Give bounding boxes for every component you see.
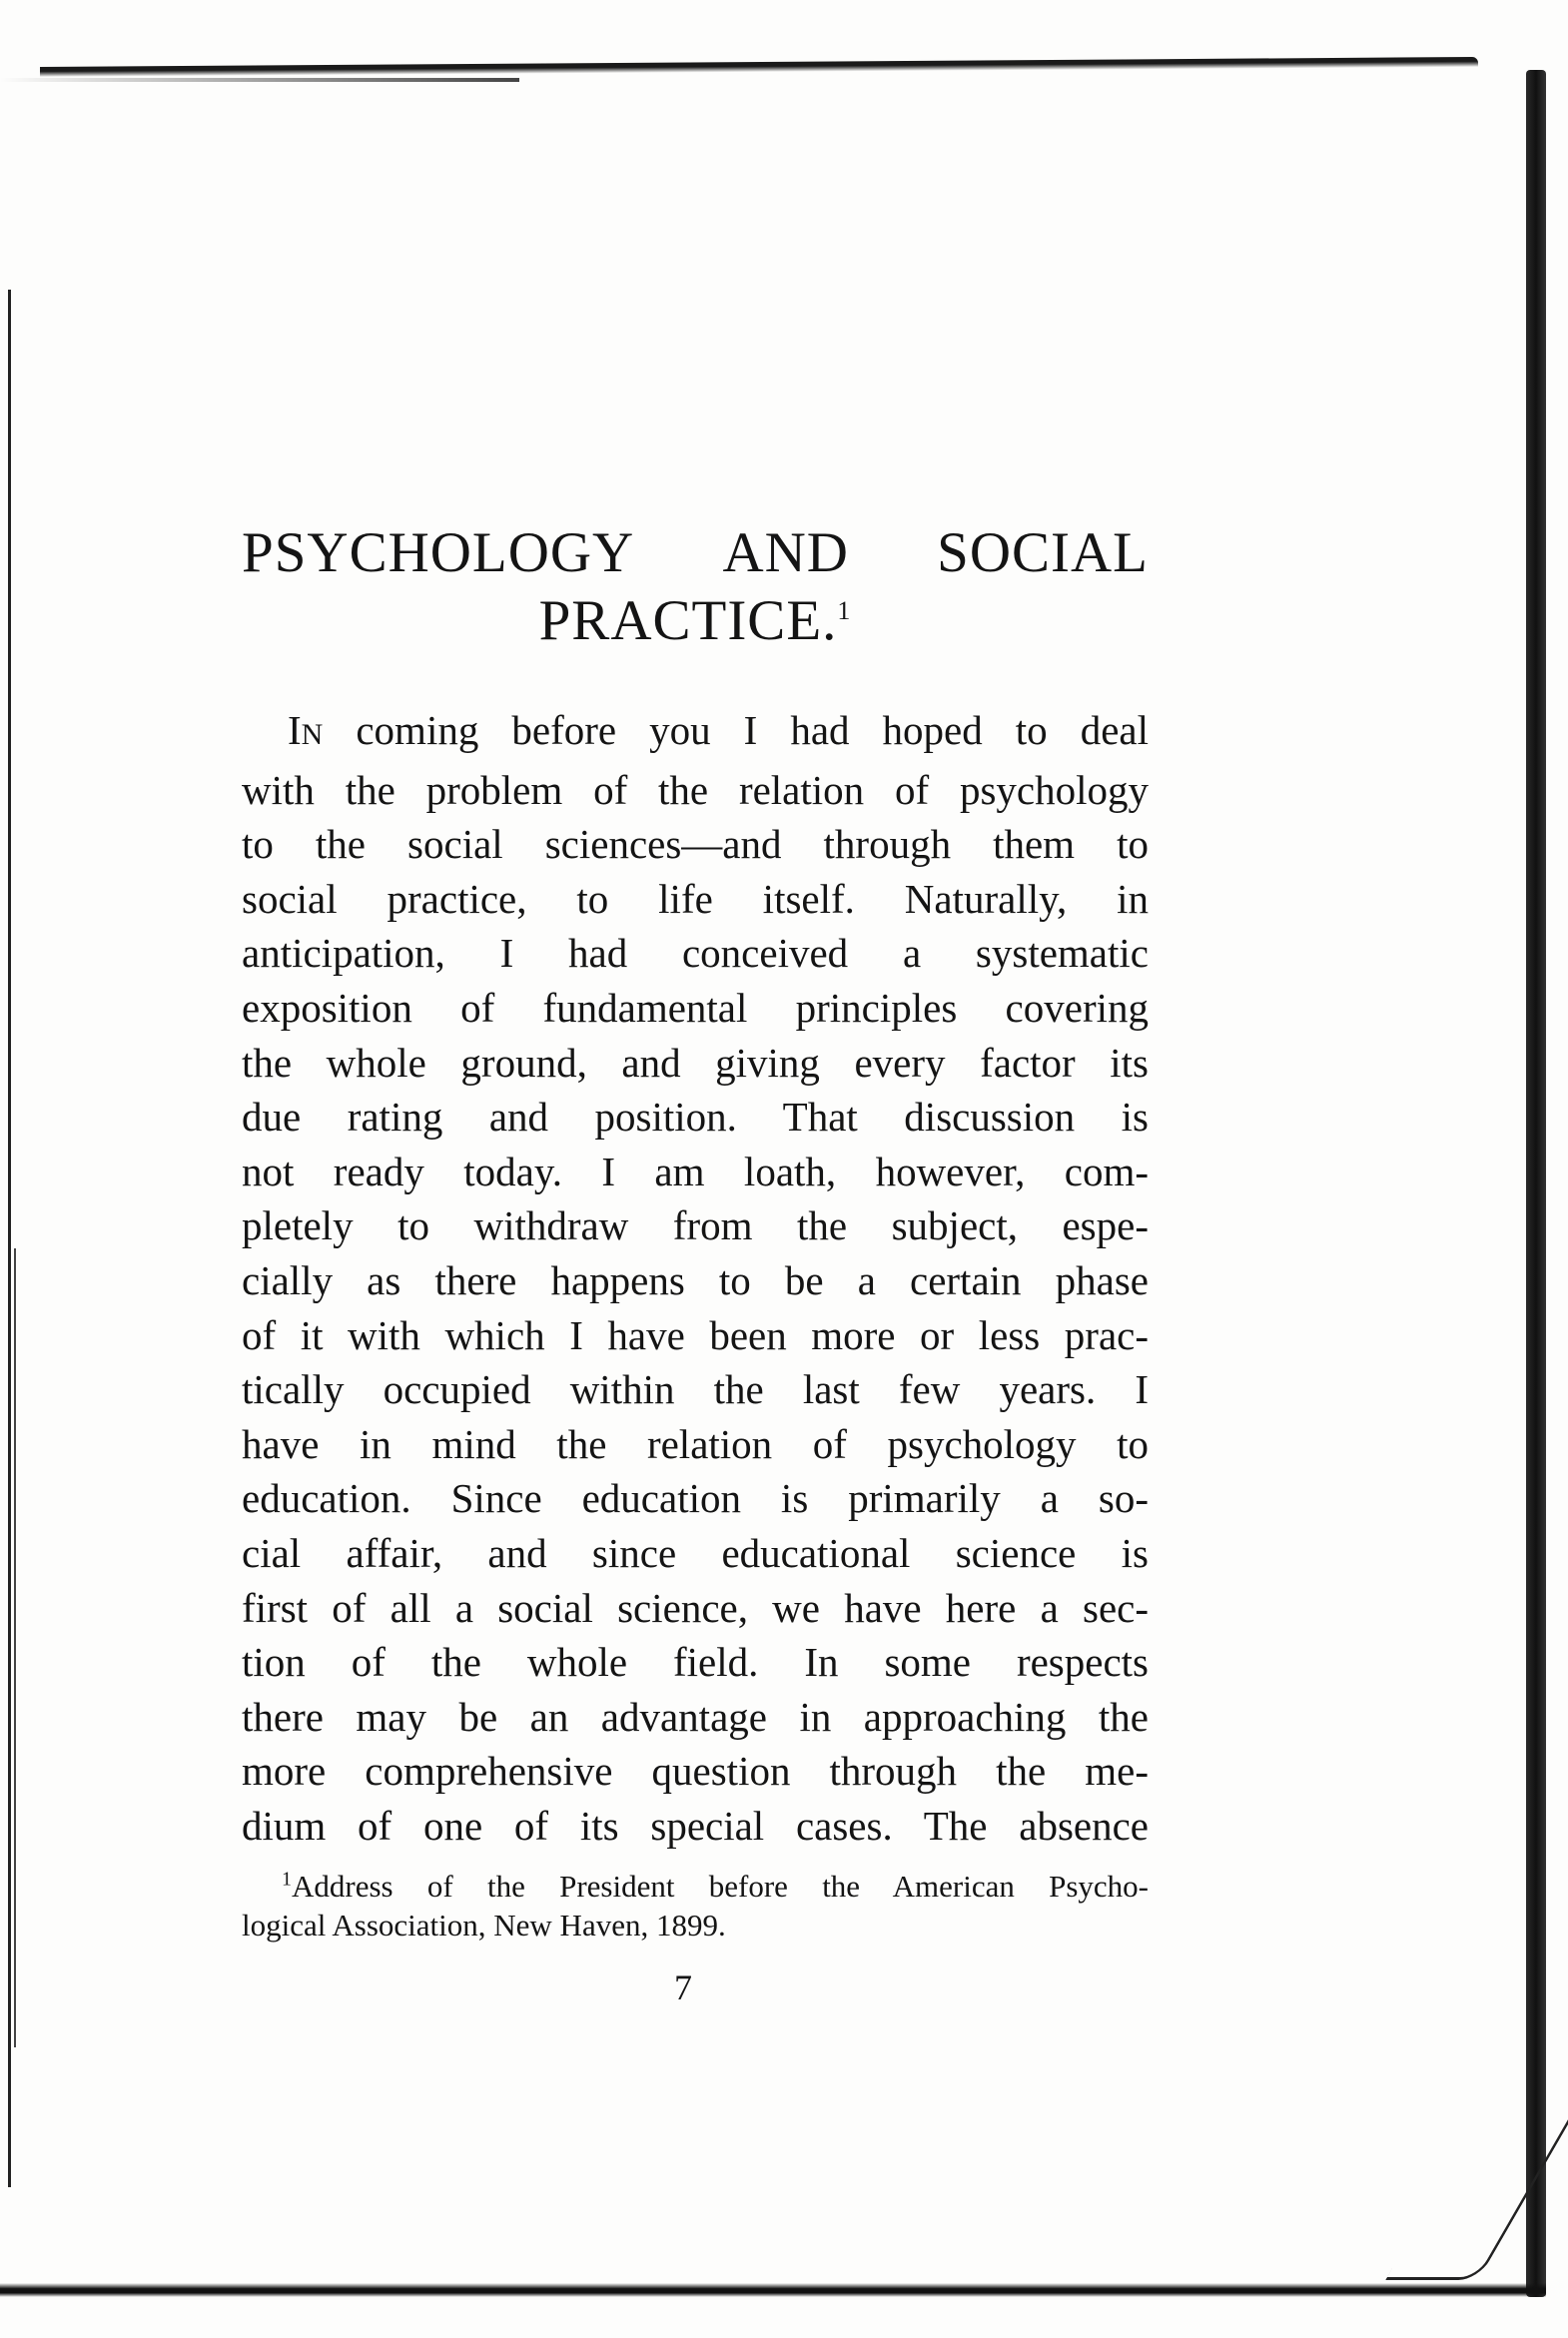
body-line: there may be an advantage in approaching the (242, 1693, 1149, 1740)
body-line: IN coming before you I had hoped to deal (288, 707, 1149, 753)
footnote (242, 1867, 1149, 1945)
title-word-practice: PRACTICE. (538, 589, 838, 652)
body-line: of it with which I have been more or less prac- (242, 1311, 1149, 1358)
body-line: to the social sciences—and through them to (242, 821, 1149, 868)
title-footnote-marker: 1 (837, 596, 852, 625)
page-left-edge (8, 290, 11, 2187)
page-right-edge (1526, 70, 1546, 2297)
body-line: have in mind the relation of psychology to (242, 1420, 1149, 1467)
drop-initial: I (288, 707, 302, 753)
page-number: 7 (674, 1967, 692, 2008)
page-content (242, 519, 1149, 2008)
page-top-edge-fade (0, 78, 519, 82)
title-word-psychology: PSYCHOLOGY (242, 521, 635, 584)
body-line: anticipation, I had conceived a systematic (242, 930, 1149, 977)
body-line: due rating and position. That discussion is (242, 1094, 1149, 1141)
footnote-marker: 1 (282, 1869, 292, 1892)
body-line: exposition of fundamental principles covering (242, 984, 1149, 1031)
body-line: tion of the whole field. In some respects (242, 1639, 1149, 1686)
body-line: more comprehensive question through the me- (242, 1748, 1149, 1795)
footnote-line: $^1$Address of the President before the American Psycho- (282, 1869, 1149, 1905)
body-line: cially as there happens to be a certain phase (242, 1256, 1149, 1303)
body-paragraph (242, 703, 1149, 1853)
body-line: dium of one of its special cases. The absence (242, 1802, 1149, 1849)
body-line: the whole ground, and giving every factor its (242, 1039, 1149, 1086)
body-line: not ready today. I am loath, however, com- (242, 1148, 1149, 1194)
title-line-1 (242, 519, 1149, 587)
chapter-title (242, 519, 1149, 655)
title-word-social: SOCIAL (937, 521, 1149, 584)
body-line: social practice, to life itself. Naturally, in (242, 875, 1149, 922)
page-top-edge (40, 57, 1478, 77)
small-cap-letter: N (301, 718, 324, 751)
page-left-edge-shadow (14, 1248, 16, 2047)
body-line: with the problem of the relation of psychology (242, 766, 1149, 813)
body-line: cial affair, and since educational science is (242, 1529, 1149, 1576)
body-line: pletely to withdraw from the subject, espe- (242, 1202, 1149, 1249)
title-line-2 (242, 587, 1149, 655)
footnote-line: logical Association, New Haven, 1899. (242, 1908, 726, 1944)
body-line: education. Since education is primarily a so- (242, 1475, 1149, 1522)
title-word-and: AND (722, 521, 849, 584)
body-line: tically occupied within the last few years. I (242, 1366, 1149, 1413)
body-line: first of all a social science, we have here a sec- (242, 1584, 1149, 1631)
page-bottom-edge (0, 2283, 1546, 2297)
